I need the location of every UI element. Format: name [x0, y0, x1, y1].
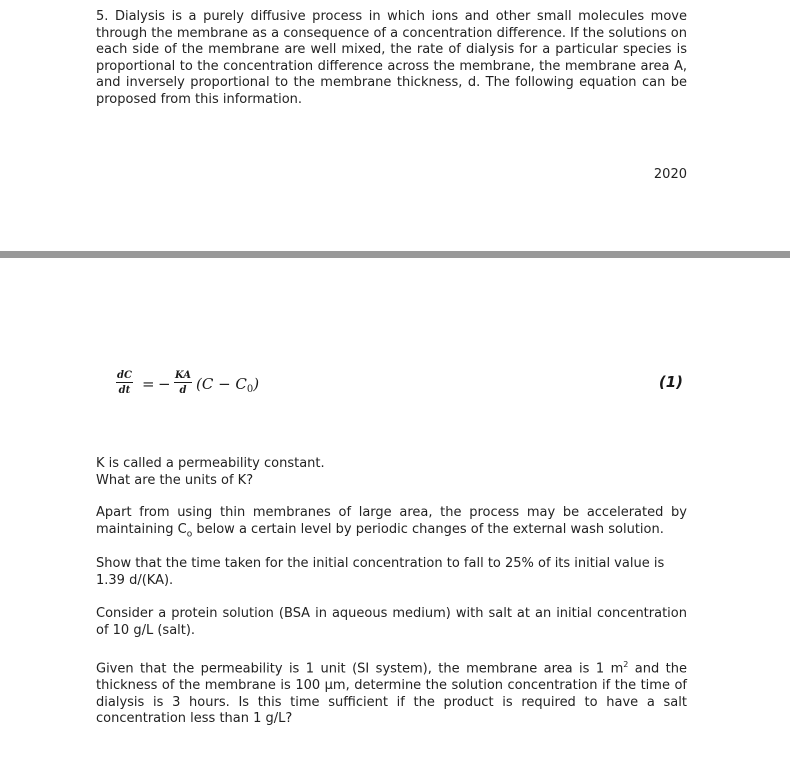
rhs-term-subscript: 0 [246, 384, 254, 395]
show-time-question: Show that the time taken for the initial concentration to fall to 25% of its initial value is 1.39 d/(KA). [96, 556, 665, 588]
rhs-concentration-term [196, 376, 259, 398]
given-conditions-question [96, 657, 687, 728]
given-text-start: Given that the permeability is 1 unit (SI system), the membrane area is 1 m [96, 661, 624, 677]
problem-year: 2020 [653, 167, 687, 182]
lhs-fraction [116, 370, 133, 396]
rhs-fraction [174, 370, 192, 396]
minus-sign: − [158, 375, 171, 393]
acceleration-text-end: below a certain level by periodic changes of the external wash solution. [192, 521, 664, 537]
rhs-term-open: (C − C [196, 375, 247, 393]
k-units-question: What are the units of K? [96, 472, 254, 488]
dialysis-rate-equation [116, 366, 306, 406]
k-definition-line: K is called a permeability constant. [96, 456, 325, 471]
acceleration-text-start: Apart from using thin membranes of large area, the process may be accelerated by maintaining C [96, 505, 687, 537]
c-subscript: o [186, 529, 193, 540]
acceleration-paragraph [96, 505, 687, 543]
rhs-denominator: d [179, 385, 187, 396]
page-top-section [0, 0, 790, 251]
rhs-term-close: ) [253, 375, 260, 393]
equation-number: (1) [658, 373, 683, 391]
area-unit-superscript: 2 [623, 660, 629, 669]
rhs-numerator: KA [175, 370, 192, 381]
given-text-end: and the thickness of the membrane is 100 μm, determine the solution concentration if the time of dialysis is 3 hours. Is this time sufficient if the product is required to have a salt concentration less than 1 g/L? [96, 661, 687, 727]
equals-sign: = [142, 375, 155, 393]
problem-intro-paragraph: 5. Dialysis is a purely diffusive process in which ions and other small molecules move through the membrane as a consequence of a concentration difference. If the solutions on each side of the membrane are well mixed, the rate of dialysis for a particular species is proportional to the concentration difference across the membrane, the membrane area A, and inversely proportional to the membrane thickness, d. The following equation can be proposed from this information. [96, 9, 687, 107]
page-divider [0, 251, 790, 258]
lhs-denominator: dt [118, 385, 131, 396]
k-definition-paragraph [96, 456, 687, 489]
consider-protein-paragraph: Consider a protein solution (BSA in aqueous medium) with salt at an initial concentration of 10 g/L (salt). [96, 606, 687, 638]
lhs-numerator: dC [117, 370, 132, 381]
